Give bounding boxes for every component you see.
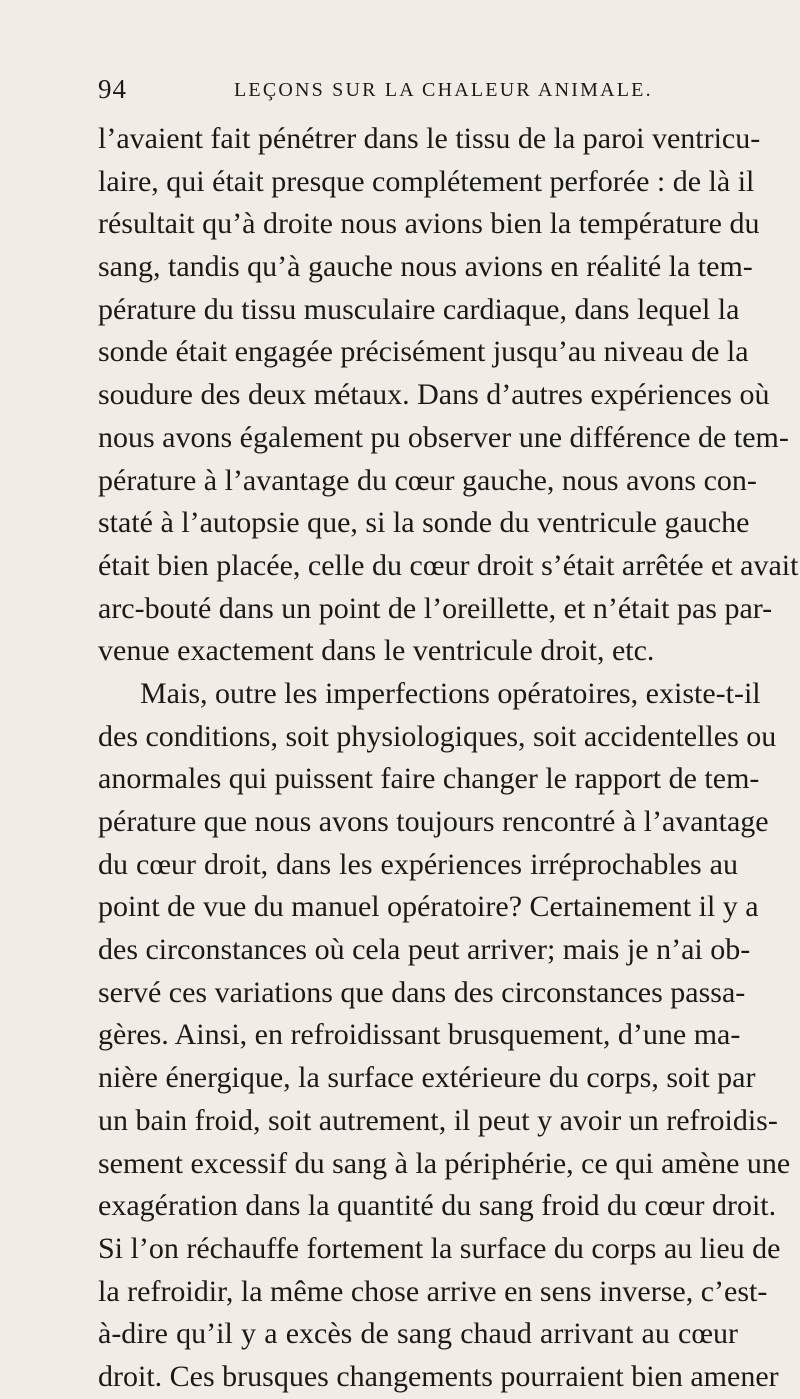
text-line: nière énergique, la surface extérieure du corps, soit par [98, 1061, 756, 1095]
text-line: sonde était engagée précisément jusqu’au niveau de la [98, 335, 749, 369]
paragraph-end-line: venue exactement dans le ventricule droit, etc. [98, 634, 655, 668]
text-line: anormales qui puissent faire changer le rapport de tem- [98, 762, 760, 796]
text-line: droit. Ces brusques changements pourraient bien amener [98, 1359, 779, 1393]
text-line: pérature que nous avons toujours rencontré à l’avantage [98, 805, 769, 838]
text-line: laire, qui était presque complétement perforée : de là il [98, 164, 755, 198]
text-line: soudure des deux métaux. Dans d’autres expériences où [98, 378, 770, 412]
text-line: la refroidir, la même chose arrive en sens inverse, c’est- [98, 1274, 768, 1308]
text-line: sang, tandis qu’à gauche nous avions en réalité la tem- [98, 250, 753, 284]
running-title: LEÇONS SUR LA CHALEUR ANIMALE. [234, 79, 653, 101]
text-line: pérature à l’avantage du cœur gauche, nous avons con- [98, 463, 757, 497]
text-line: était bien placée, celle du cœur droit s’était arrêtée et avait [98, 548, 799, 582]
text-line: du cœur droit, dans les expériences irréprochables au [98, 847, 738, 881]
text-line: à-dire qu’il y a excès de sang chaud arrivant au cœur [98, 1317, 738, 1351]
text-line: nous avons également pu observer une différence de tem- [98, 420, 789, 454]
text-line: pérature du tissu musculaire cardiaque, dans lequel la [98, 292, 740, 326]
page-number: 94 [98, 74, 127, 104]
text-line: gères. Ainsi, en refroidissant brusquement, d’une ma- [98, 1018, 741, 1052]
text-line: staté à l’autopsie que, si la sonde du ventricule gauche [98, 506, 750, 540]
body-text [98, 118, 799, 1399]
text-line: exagération dans la quantité du sang froid du cœur droit. [98, 1189, 777, 1223]
text-line: servé ces variations que dans des circonstances passa- [98, 975, 746, 1009]
text-line: sement excessif du sang à la périphérie, ce qui amène une [98, 1146, 791, 1180]
text-line: un bain froid, soit autrement, il peut y avoir un refroidis- [98, 1103, 778, 1137]
text-line: des circonstances où cela peut arriver; mais je n’ai ob- [98, 933, 751, 967]
paragraph-start-line: Mais, outre les imperfections opératoires, existe-t-il [140, 676, 761, 710]
text-line: arc-bouté dans un point de l’oreillette, et n’était pas par- [98, 591, 773, 625]
text-line: résultait qu’à droite nous avions bien la température du [98, 207, 760, 241]
text-line: des conditions, soit physiologiques, soit accidentelles ou [98, 719, 777, 753]
text-line: l’avaient fait pénétrer dans le tissu de la paroi ventricu- [98, 122, 761, 155]
running-head [98, 74, 738, 108]
text-line: Si l’on réchauffe fortement la surface du corps au lieu de [98, 1231, 781, 1265]
text-line: point de vue du manuel opératoire? Certainement il y a [98, 890, 759, 924]
